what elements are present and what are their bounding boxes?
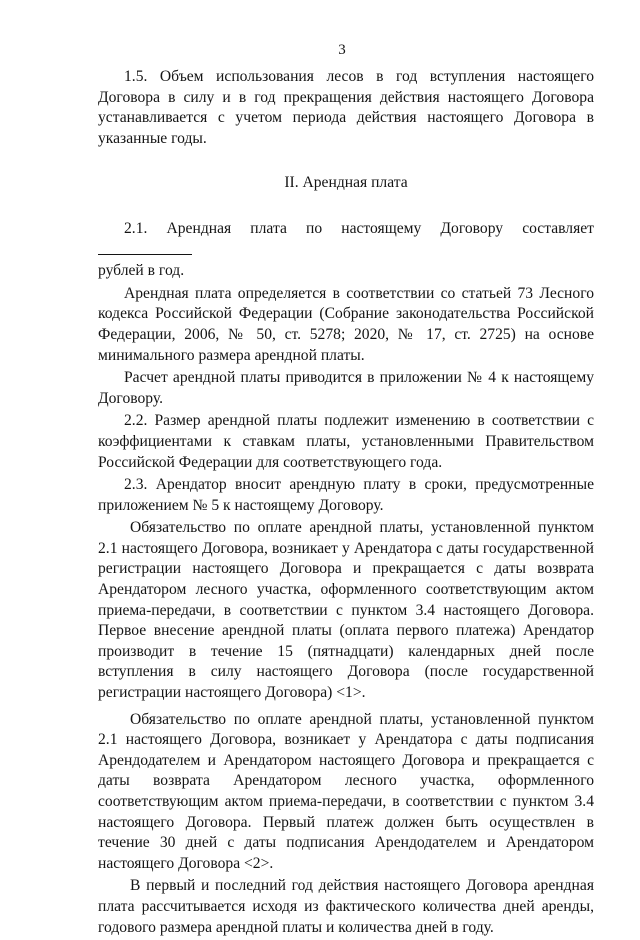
section-title: II. Арендная плата (284, 174, 408, 192)
payment-obligation-2: Обязательство по оплате арендной платы, установленной пунктом 2.1 настоящего Договора, возникает у Арендатора с даты подписания Арендодателем и Арендатором настоящего Договора и прекращается с даты возврата Арендатором лесного участка, оформленного соответствующим актом приема-передачи, в соответствии с пунктом 3.4 настоящего Договора. Первый платеж должен быть осуществлен в течение 30 дней с даты подписания Арендодателем и Арендатором настоящего Договора <2>. (98, 710, 594, 872)
first-last-year-rule: В первый и последний год действия настоящего Договора арендная плата рассчитывается исходя из фактического количества дней аренды, годового размера арендной платы и количества дней в году. (98, 877, 594, 936)
clause-2-2: 2.2. Размер арендной платы подлежит изменению в соответствии с коэффициентами к ставкам платы, установленными Правительством Российской Федерации для соответствующего года. (98, 412, 594, 471)
clause-1-5: 1.5. Объем использования лесов в год вступления настоящего Договора в силу и в год прекращения действия настоящего Договора устанавливается с учетом периода действия настоящего Договора в указанные годы. (98, 68, 594, 147)
clause-2-1-text: 2.1. Арендная плата по настоящему Договору составляет (124, 219, 594, 237)
rent-amount-blank (98, 240, 192, 255)
rent-determination: Арендная плата определяется в соответствии со статьей 73 Лесного кодекса Российской Федерации (Собрание законодательства Российской Федерации, 2006, № 50, ст. 5278; 2020, № 17, ст. 2725) на основе минимального размера арендной платы. (98, 284, 594, 364)
rent-calculation: Расчет арендной платы приводится в приложении № 4 к настоящему Договору. (98, 369, 594, 407)
clause-2-1-continuation: рублей в год. (98, 262, 185, 280)
document-body (98, 67, 594, 940)
clause-2-1 (98, 219, 594, 261)
page-number: 3 (338, 42, 346, 58)
payment-obligation-1: Обязательство по оплате арендной платы, установленной пунктом 2.1 настоящего Договора, возникает у Арендатора с даты государственной регистрации настоящего Договора и прекращается с даты возврата Арендатором лесного участка, оформленного соответствующим актом приема-передачи, в соответствии с пунктом 3.4 настоящего Договора. Первое внесение арендной платы (оплата первого платежа) Арендатор производит в течение 15 (пятнадцати) календарных дней после вступления в силу настоящего Договора (после государственной регистрации настоящего Договора) <1>. (98, 519, 594, 702)
clause-2-3: 2.3. Арендатор вносит арендную плату в сроки, предусмотренные приложением № 5 к настоящему Договору. (98, 476, 594, 514)
